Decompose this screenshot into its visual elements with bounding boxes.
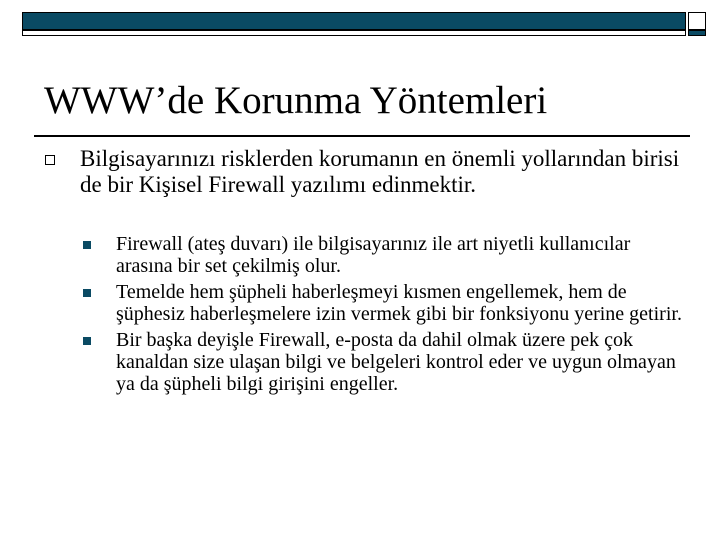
sub-point-item	[83, 281, 683, 325]
sub-point-text: Firewall (ateş duvarı) ile bilgisayarınız ile art niyetli kullanıcılar arasına bir set çekilmiş olur.	[116, 233, 631, 277]
filled-square-bullet-icon	[83, 289, 91, 297]
main-point: Bilgisayarınızı risklerden korumanın en önemli yollarından birisi de bir Kişisel Firewall yazılımı edinmektir.	[80, 146, 680, 197]
title-divider	[34, 135, 690, 137]
sub-point-item	[83, 329, 683, 395]
filled-square-bullet-icon	[83, 337, 91, 345]
hollow-square-bullet-icon	[45, 155, 55, 165]
header-square-top	[688, 12, 706, 30]
header-bar-lower	[22, 30, 686, 36]
sub-point-item	[83, 233, 683, 277]
sub-point-text: Bir başka deyişle Firewall, e-posta da dahil olmak üzere pek çok kanaldan size ulaşan bilgi ve belgeleri kontrol eder ve uygun olmayan ya da şüpheli bilgi girişini engeller.	[116, 329, 676, 395]
header-square-bottom	[688, 30, 706, 36]
sub-point-list	[83, 233, 683, 399]
sub-point-text: Temelde hem şüpheli haberleşmeyi kısmen engellemek, hem de şüphesiz haberleşmelere izin vermek gibi bir fonksiyonu yerine getirir.	[116, 281, 682, 325]
filled-square-bullet-icon	[83, 241, 91, 249]
header-bar	[22, 12, 686, 30]
slide-title: WWW’de Korunma Yöntemleri	[44, 79, 548, 122]
